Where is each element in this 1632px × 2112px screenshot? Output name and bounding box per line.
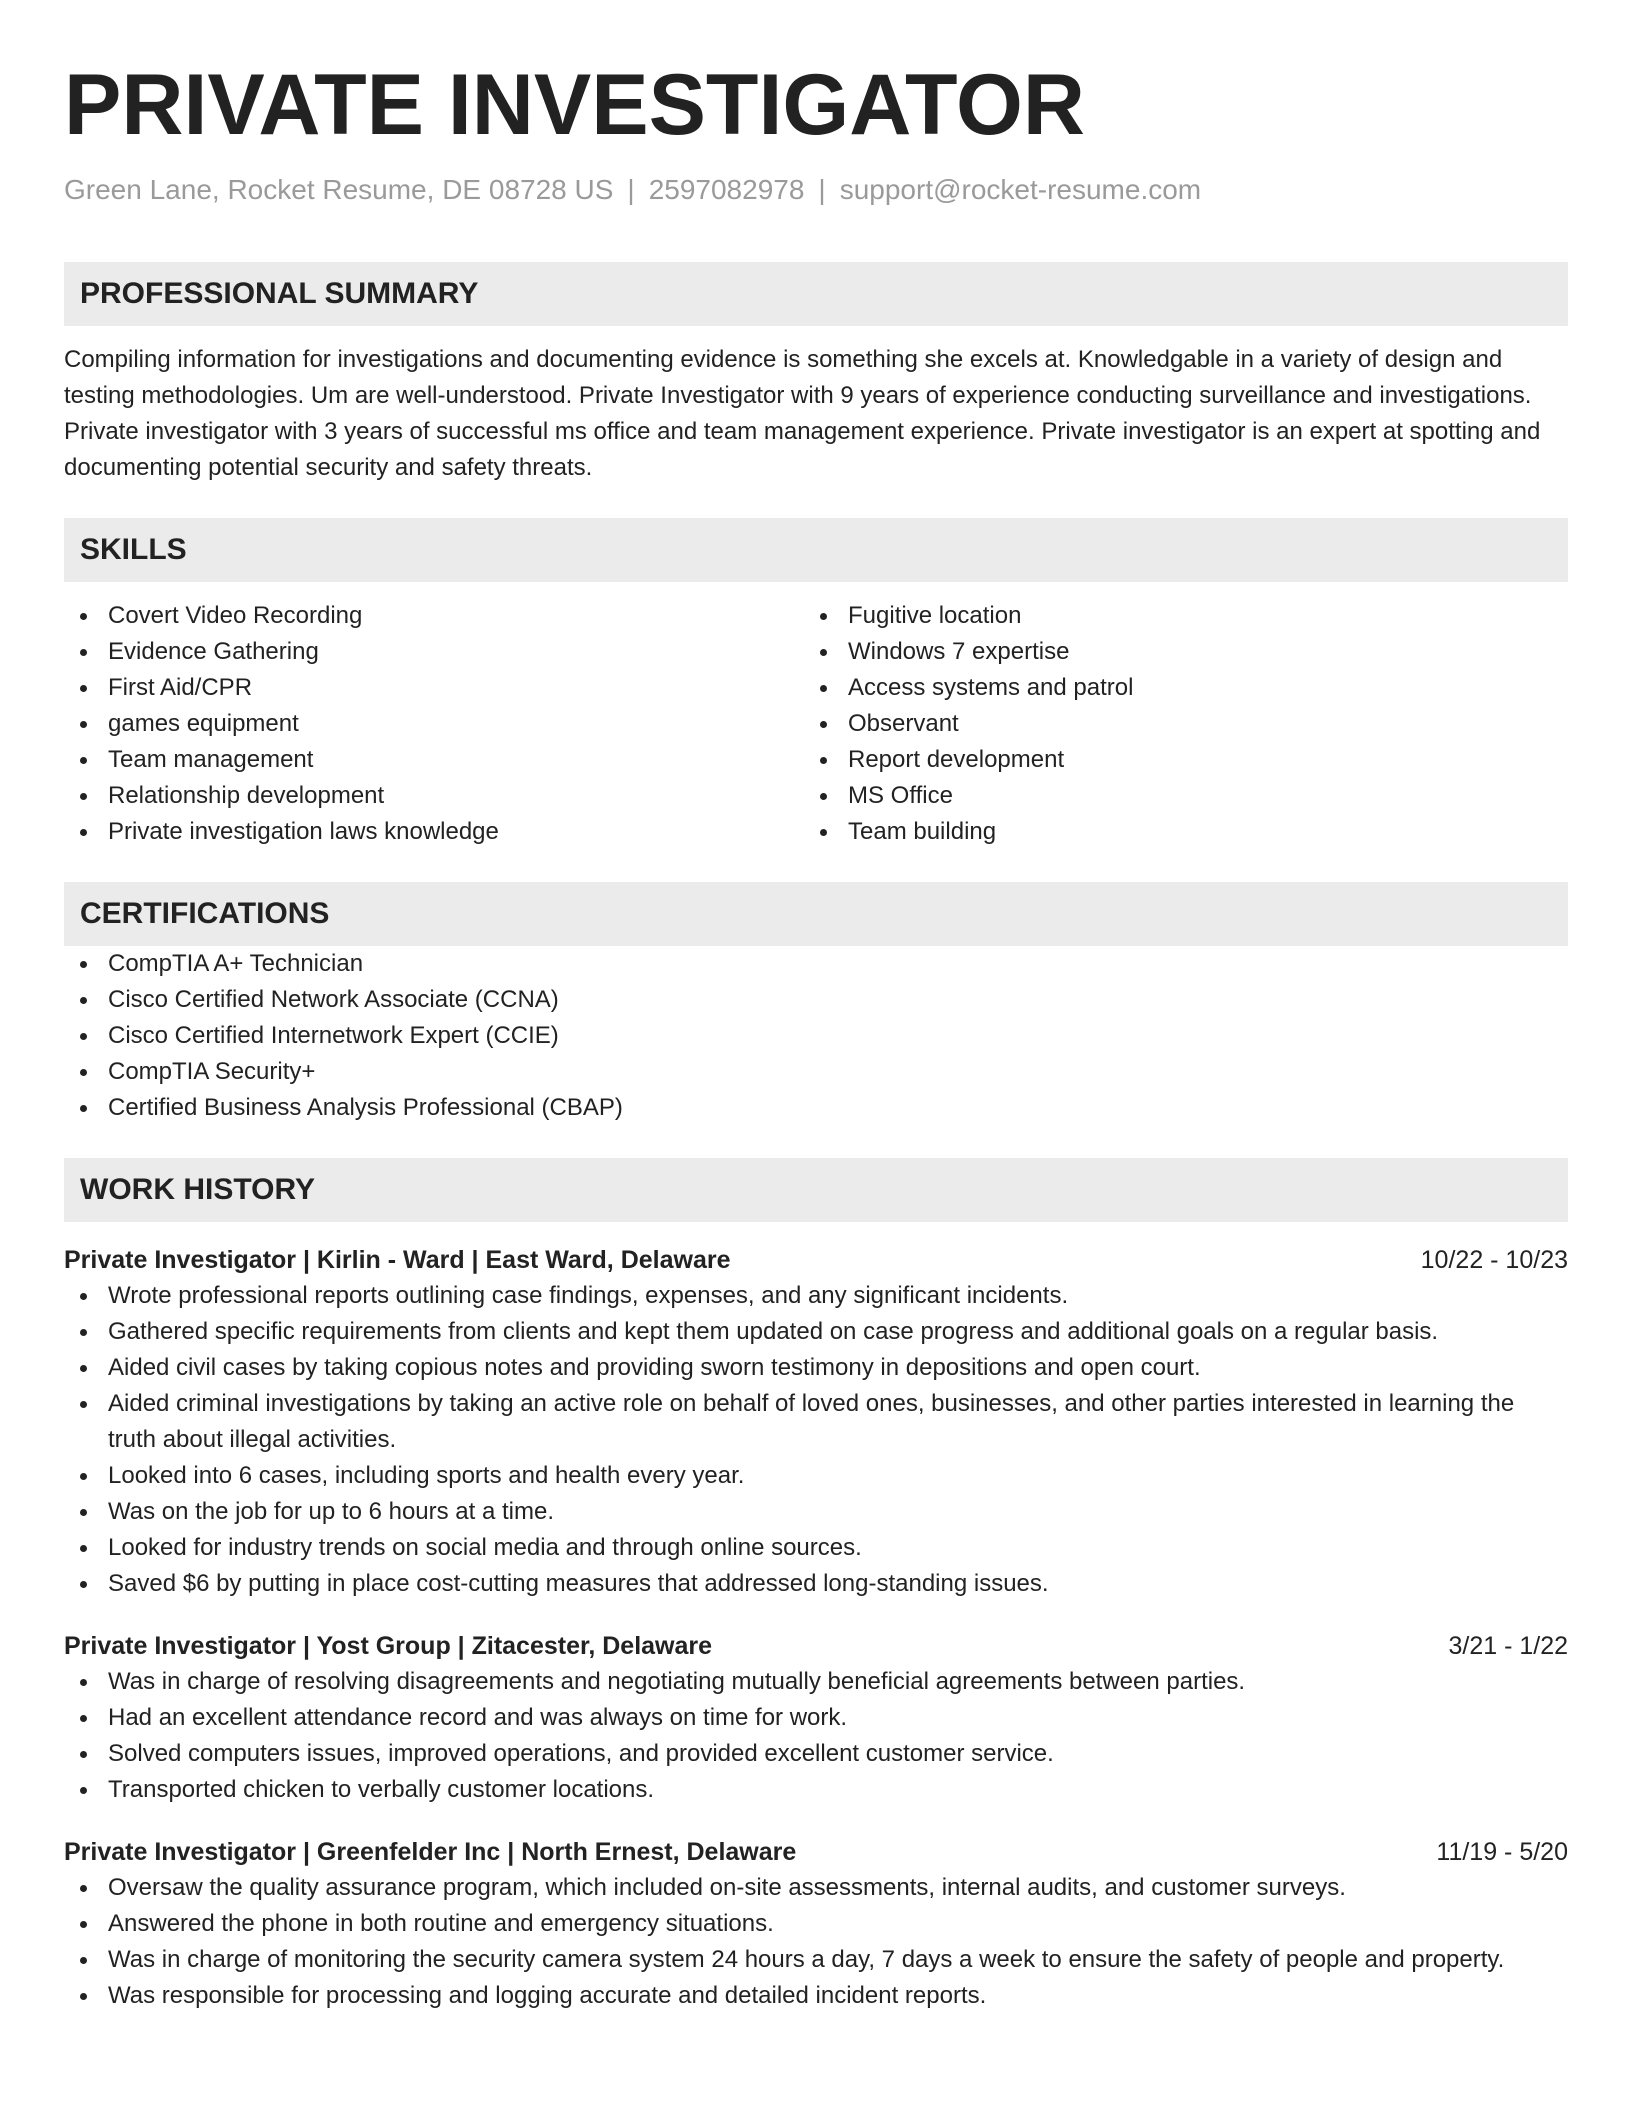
list-item: Private investigation laws knowledge xyxy=(64,814,804,850)
list-item: Fugitive location xyxy=(804,598,1544,634)
contact-separator: | xyxy=(627,174,635,205)
list-item: Observant xyxy=(804,706,1544,742)
job-entry xyxy=(64,1834,1568,2014)
list-item: Looked for industry trends on social media and through online sources. xyxy=(64,1530,1568,1566)
contact-address: Green Lane, Rocket Resume, DE 08728 US xyxy=(64,174,614,205)
list-item: Answered the phone in both routine and emergency situations. xyxy=(64,1906,1568,1942)
list-item: MS Office xyxy=(804,778,1544,814)
list-item: Relationship development xyxy=(64,778,804,814)
contact-email: support@rocket-resume.com xyxy=(839,174,1202,205)
job-title: Private Investigator | Kirlin - Ward | East Ward, Delaware xyxy=(64,1246,731,1274)
list-item: Was on the job for up to 6 hours at a time. xyxy=(64,1494,1568,1530)
list-item: Oversaw the quality assurance program, which included on-site assessments, internal audits, and customer surveys. xyxy=(64,1870,1568,1906)
list-item: CompTIA A+ Technician xyxy=(64,946,1568,982)
section-header-certifications: CERTIFICATIONS xyxy=(64,882,1568,946)
job-dates: 10/22 - 10/23 xyxy=(1420,1246,1568,1274)
job-bullet-list xyxy=(64,1870,1568,2014)
list-item: Cisco Certified Network Associate (CCNA) xyxy=(64,982,1568,1018)
job-dates: 3/21 - 1/22 xyxy=(1448,1632,1568,1660)
list-item: Aided criminal investigations by taking an active role on behalf of loved ones, businesses, and other parties interested in learning the truth about illegal activities. xyxy=(64,1386,1568,1458)
list-item: CompTIA Security+ xyxy=(64,1054,1568,1090)
list-item: Report development xyxy=(804,742,1544,778)
job-title: Private Investigator | Yost Group | Zitacester, Delaware xyxy=(64,1632,713,1660)
contact-line xyxy=(64,170,1568,210)
list-item: Access systems and patrol xyxy=(804,670,1544,706)
list-item: games equipment xyxy=(64,706,804,742)
list-item: Transported chicken to verbally customer locations. xyxy=(64,1772,1568,1808)
list-item: Was responsible for processing and logging accurate and detailed incident reports. xyxy=(64,1978,1568,2014)
list-item: Covert Video Recording xyxy=(64,598,804,634)
skills-grid xyxy=(64,598,1568,850)
contact-separator: | xyxy=(818,174,826,205)
summary-text: Compiling information for investigations and documenting evidence is something she excels at. Knowledgable in a variety of design and testing methodologies. Um are well-understood. Private Investigator with 9 years of experience conducting surveillance and investigations. Private investigator with 3 years of successful ms office and team management experience. Private investigator is an expert at spotting and documenting potential security and safety threats. xyxy=(64,346,1541,481)
certifications-list xyxy=(64,946,1568,1126)
job-dates: 11/19 - 5/20 xyxy=(1436,1838,1568,1866)
list-item: Solved computers issues, improved operations, and provided excellent customer service. xyxy=(64,1736,1568,1772)
resume-name: PRIVATE INVESTIGATOR xyxy=(64,57,1085,153)
list-item: Saved $6 by putting in place cost-cutting measures that addressed long-standing issues. xyxy=(64,1566,1568,1602)
job-header xyxy=(64,1628,1568,1664)
list-item: Certified Business Analysis Professional (CBAP) xyxy=(64,1090,1568,1126)
job-entry xyxy=(64,1628,1568,1808)
list-item: Team building xyxy=(804,814,1544,850)
list-item: Evidence Gathering xyxy=(64,634,804,670)
list-item: Was in charge of monitoring the security camera system 24 hours a day, 7 days a week to ensure the safety of people and property. xyxy=(64,1942,1568,1978)
contact-phone: 2597082978 xyxy=(648,174,805,205)
section-header-work-history: WORK HISTORY xyxy=(64,1158,1568,1222)
list-item: Wrote professional reports outlining case findings, expenses, and any significant incidents. xyxy=(64,1278,1568,1314)
job-header xyxy=(64,1834,1568,1870)
job-title: Private Investigator | Greenfelder Inc | North Ernest, Delaware xyxy=(64,1838,797,1866)
list-item: Cisco Certified Internetwork Expert (CCIE) xyxy=(64,1018,1568,1054)
list-item: Was in charge of resolving disagreements and negotiating mutually beneficial agreements between parties. xyxy=(64,1664,1568,1700)
job-bullet-list xyxy=(64,1664,1568,1808)
list-item: Windows 7 expertise xyxy=(804,634,1544,670)
list-item: Had an excellent attendance record and was always on time for work. xyxy=(64,1700,1568,1736)
list-item: Gathered specific requirements from clients and kept them updated on case progress and additional goals on a regular basis. xyxy=(64,1314,1568,1350)
job-header xyxy=(64,1242,1568,1278)
list-item: First Aid/CPR xyxy=(64,670,804,706)
list-item: Team management xyxy=(64,742,804,778)
list-item: Looked into 6 cases, including sports and health every year. xyxy=(64,1458,1568,1494)
skills-right-list xyxy=(804,598,1544,850)
list-item: Aided civil cases by taking copious notes and providing sworn testimony in depositions and open court. xyxy=(64,1350,1568,1386)
section-header-skills: SKILLS xyxy=(64,518,1568,582)
job-bullet-list xyxy=(64,1278,1568,1602)
job-entry xyxy=(64,1242,1568,1602)
section-header-summary: PROFESSIONAL SUMMARY xyxy=(64,262,1568,326)
skills-left-list xyxy=(64,598,804,850)
